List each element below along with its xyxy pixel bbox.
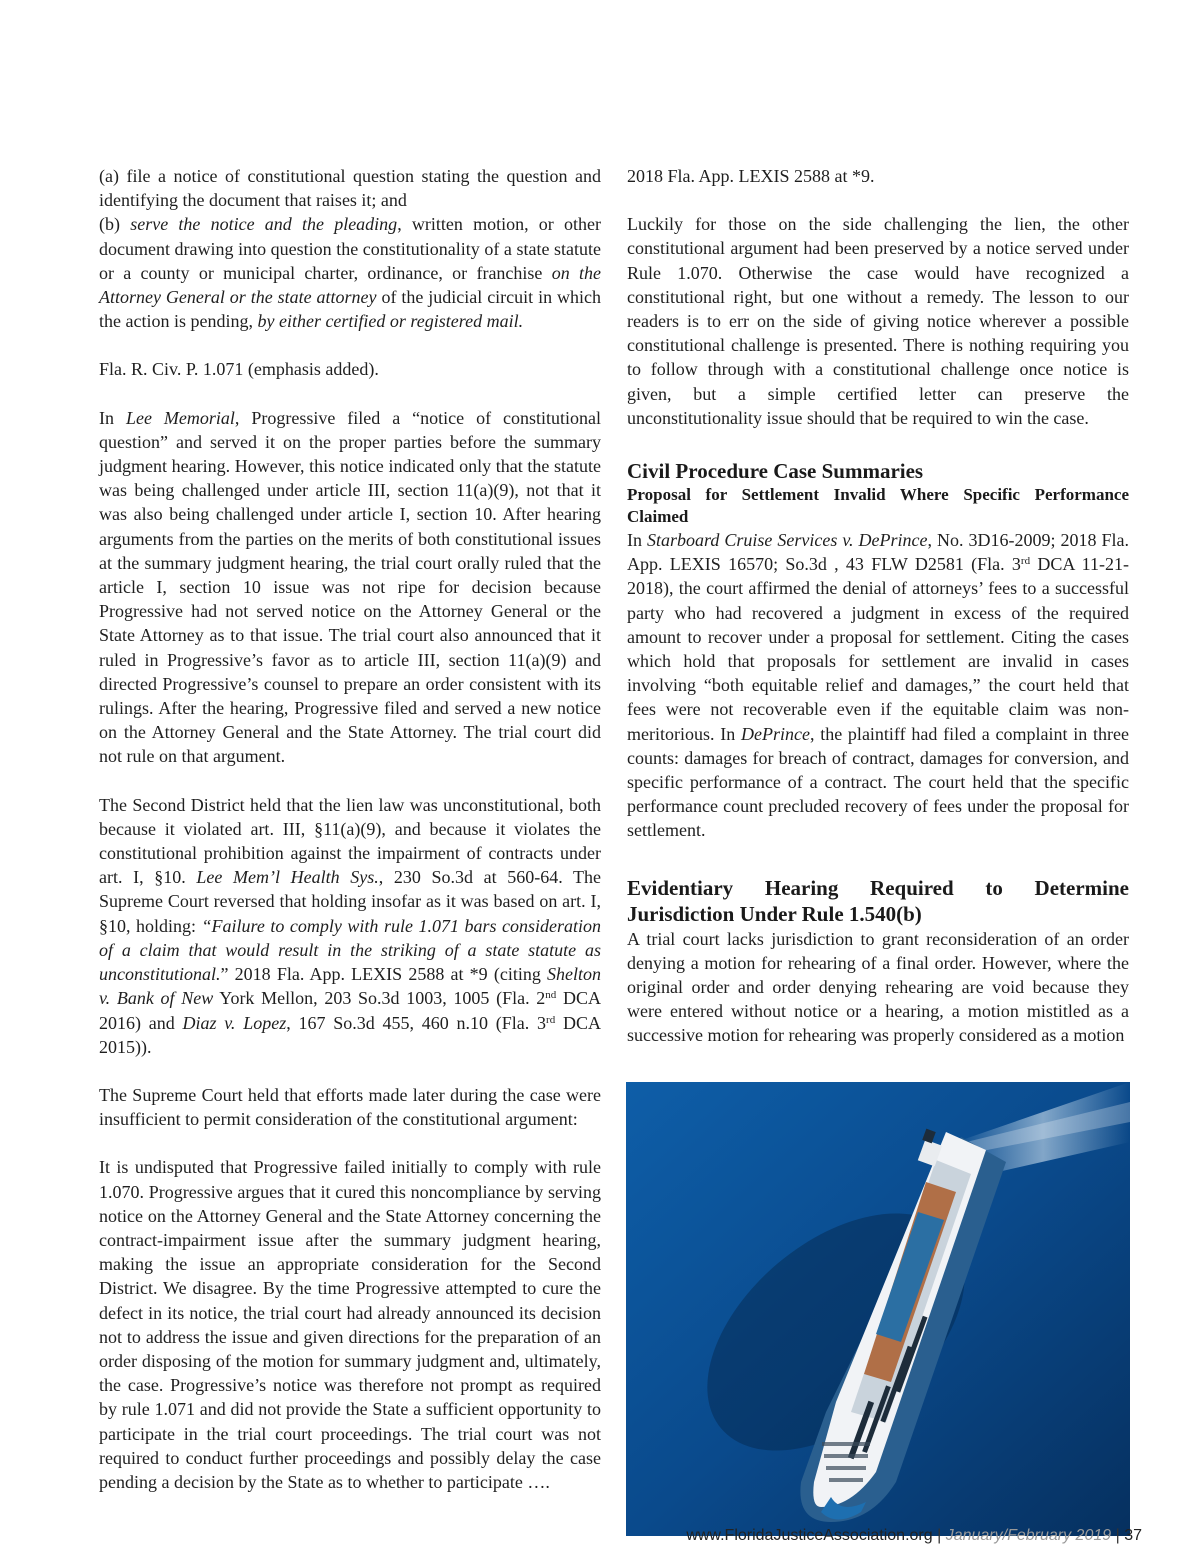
page-number: 37 <box>1124 1527 1142 1544</box>
case-name: Shelton v. Bank of New <box>99 964 601 1009</box>
footer-separator: | <box>1115 1527 1120 1544</box>
emphasis: on the Attorney General or the state attorney <box>99 262 601 308</box>
footer-website: www.FloridaJusticeAssociation.org <box>686 1527 933 1544</box>
paragraph-second-district <box>99 793 601 1059</box>
text-run: , written motion, or other document drawing into question the constitutionality of a state statute or a county or municipal charter, ordinance, or franchise <box>99 214 601 283</box>
block-quote-progressive: It is undisputed that Progressive failed initially to comply with rule 1.070. Progressive argues that it cured this noncompliance by serving notice on the Attorney General and the State Attorney concerning the contract-impairment issue after the summary judgment hearing, making the issue an appropriate consideration for the Second District. We disagree. By the time Progressive attempted to cure the defect in its notice, the trial court had already announced its decision not to address the issue and given directions for the preparation of an order disposing of the motion for summary judgment and, ultimately, the case. Progressive’s notice was therefore not prompt as required by rule 1.071 and did not provide the State a sufficient opportunity to participate in the trial court proceedings. The trial court was not required to conduct further proceedings and possibly delay the case pending a decision by the State as to whether to participate …. <box>99 1157 601 1492</box>
text-run: In <box>99 407 126 428</box>
footer-issue-date: January/February 2019 <box>945 1527 1112 1544</box>
case-name: Diaz v. Lopez <box>182 1012 287 1033</box>
text-run: York Mellon, 203 So.3d 1003, 1005 (Fla. 2 <box>213 988 546 1009</box>
section-heading-evidentiary-hearing: Evidentiary Hearing Required to Determine Jurisdiction Under Rule 1.540(b) <box>627 875 1129 926</box>
text-run: of the judicial circuit in which the action is pending, <box>99 287 601 332</box>
text-run: In <box>627 530 648 551</box>
footer-separator: | <box>937 1527 942 1544</box>
superscript: rd <box>546 1013 556 1026</box>
rule-quote-b <box>99 212 601 333</box>
text-run: (b) <box>99 214 131 235</box>
paragraph-jurisdiction: A trial court lacks jurisdiction to grant reconsideration of an order denying a motion for rehearing of a final order. However, where the original order and order denying rehearing are void because they were entered without notice or a hearing, a motion mistitled as a successive motion for rehearing was properly considered as a motion <box>627 928 1129 1046</box>
text-run: ” 2018 Fla. App. LEXIS 2588 at *9 (citing <box>220 964 547 985</box>
paragraph-lee-memorial <box>99 406 601 769</box>
cruise-ship-photo <box>626 1082 1130 1536</box>
text-run: , 167 So.3d 455, 460 n.10 (Fla. 3 <box>286 1012 547 1033</box>
paragraph-luckily: Luckily for those on the side challenging the lien, the other constitutional argument had been preserved by a notice served under Rule 1.070. Otherwise the case would have recognized a constitutional right, but one without a remedy. The lesson to our readers is to err on the side of giving notice wherever a possible constitutional challenge is presented. There is nothing requiring you to follow through with a constitutional challenge once notice is given, but a simple certified letter can preserve the unconstitutionality issue should that be required to win the case. <box>627 214 1129 428</box>
emphasis: serve the notice and the pleading <box>130 214 398 235</box>
section-heading-civil-procedure: Civil Procedure Case Summaries <box>627 459 924 484</box>
right-column <box>627 164 1129 1048</box>
quote: “Failure to comply with rule 1.071 bars consideration of a claim that would result in the striking of a state statute as unconstitutional. <box>99 915 601 985</box>
text-run: , No. 3D16-2009; 2018 Fla. App. LEXIS 16570; So.3d , 43 FLW D2581 (Fla. 3 <box>627 530 1130 575</box>
citation-continued: 2018 Fla. App. LEXIS 2588 at *9. <box>627 166 875 186</box>
text-run: DCA 2016) and <box>99 988 601 1033</box>
cruise-ship-illustration <box>626 1082 1130 1536</box>
subheading-proposal-settlement: Proposal for Settlement Invalid Where Specific Performance Claimed <box>627 485 1129 527</box>
rule-quote-a: (a) file a notice of constitutional question stating the question and identifying the document that raises it; and <box>99 166 601 211</box>
case-name: Lee Memorial <box>125 407 235 428</box>
text-run: , Progressive filed a “notice of constitutional question” and served it on the proper parties before the summary judgment hearing. However, this notice indicated only that the statute was being challenged under article III, section 11(a)(9), not that it was also being challenged under article I, section 10. After hearing arguments from the parties on the merits of both constitutional issues at the summary judgment hearing, the trial court orally ruled that the article I, section 10 issue was not ripe for decision because Progressive had not served notice on the Attorney General or the State Attorney as to that issue. The trial court also announced that it ruled in Progressive’s favor as to article III, section 11(a)(9) and directed Progressive’s counsel to prepare an order consistent with its rulings. After the hearing, Progressive filed and served a new notice on the Attorney General and the State Attorney. The trial court did not rule on that argument. <box>99 407 602 767</box>
case-name: Lee Mem’l Health Sys. <box>196 867 379 888</box>
emphasis: by either certified or registered mail. <box>257 311 524 332</box>
case-name: DePrince <box>740 723 810 744</box>
text-run: The Second District held that the lien law was unconstitutional, both because it violated art. III, §11(a)(9), and because it violates the constitutional prohibition against the impairment of contracts under art. I, §10. <box>99 794 601 888</box>
superscript: rd <box>1020 555 1031 568</box>
text-run: , the plaintiff had filed a complaint in three counts: damages for breach of contract, damages for conversion, and specific performance of a contract. The court held that the specific performance count precluded recovery of fees under the proposal for settlement. <box>627 723 1129 841</box>
paragraph-starboard <box>627 528 1129 843</box>
text-run: DCA 2015)). <box>99 1012 601 1057</box>
superscript: nd <box>545 989 557 1002</box>
text-run: DCA 11-21-2018), the court affirmed the denial of attorneys’ fees to a successful party who had recovered a judgment in excess of the required amount to recover under a proposal for settlement. Citing the cases which hold that proposals for settlement are invalid in cases involving “both equitable relief and damages,” the court held that fees were not recoverable even if the equitable claim was non-meritorious. In <box>627 554 1129 744</box>
left-column <box>99 164 601 1494</box>
rule-citation: Fla. R. Civ. P. 1.071 (emphasis added). <box>99 359 379 380</box>
text-run: , 230 So.3d at 560-64. The Supreme Court reversed that holding insofar as it was based on art. I, §10, holding: <box>99 867 602 936</box>
page-footer <box>0 1527 1142 1545</box>
paragraph-supreme-court: The Supreme Court held that efforts made later during the case were insufficient to permit consideration of the constitutional argument: <box>99 1084 601 1130</box>
case-name: Starboard Cruise Services v. DePrince <box>647 530 928 551</box>
